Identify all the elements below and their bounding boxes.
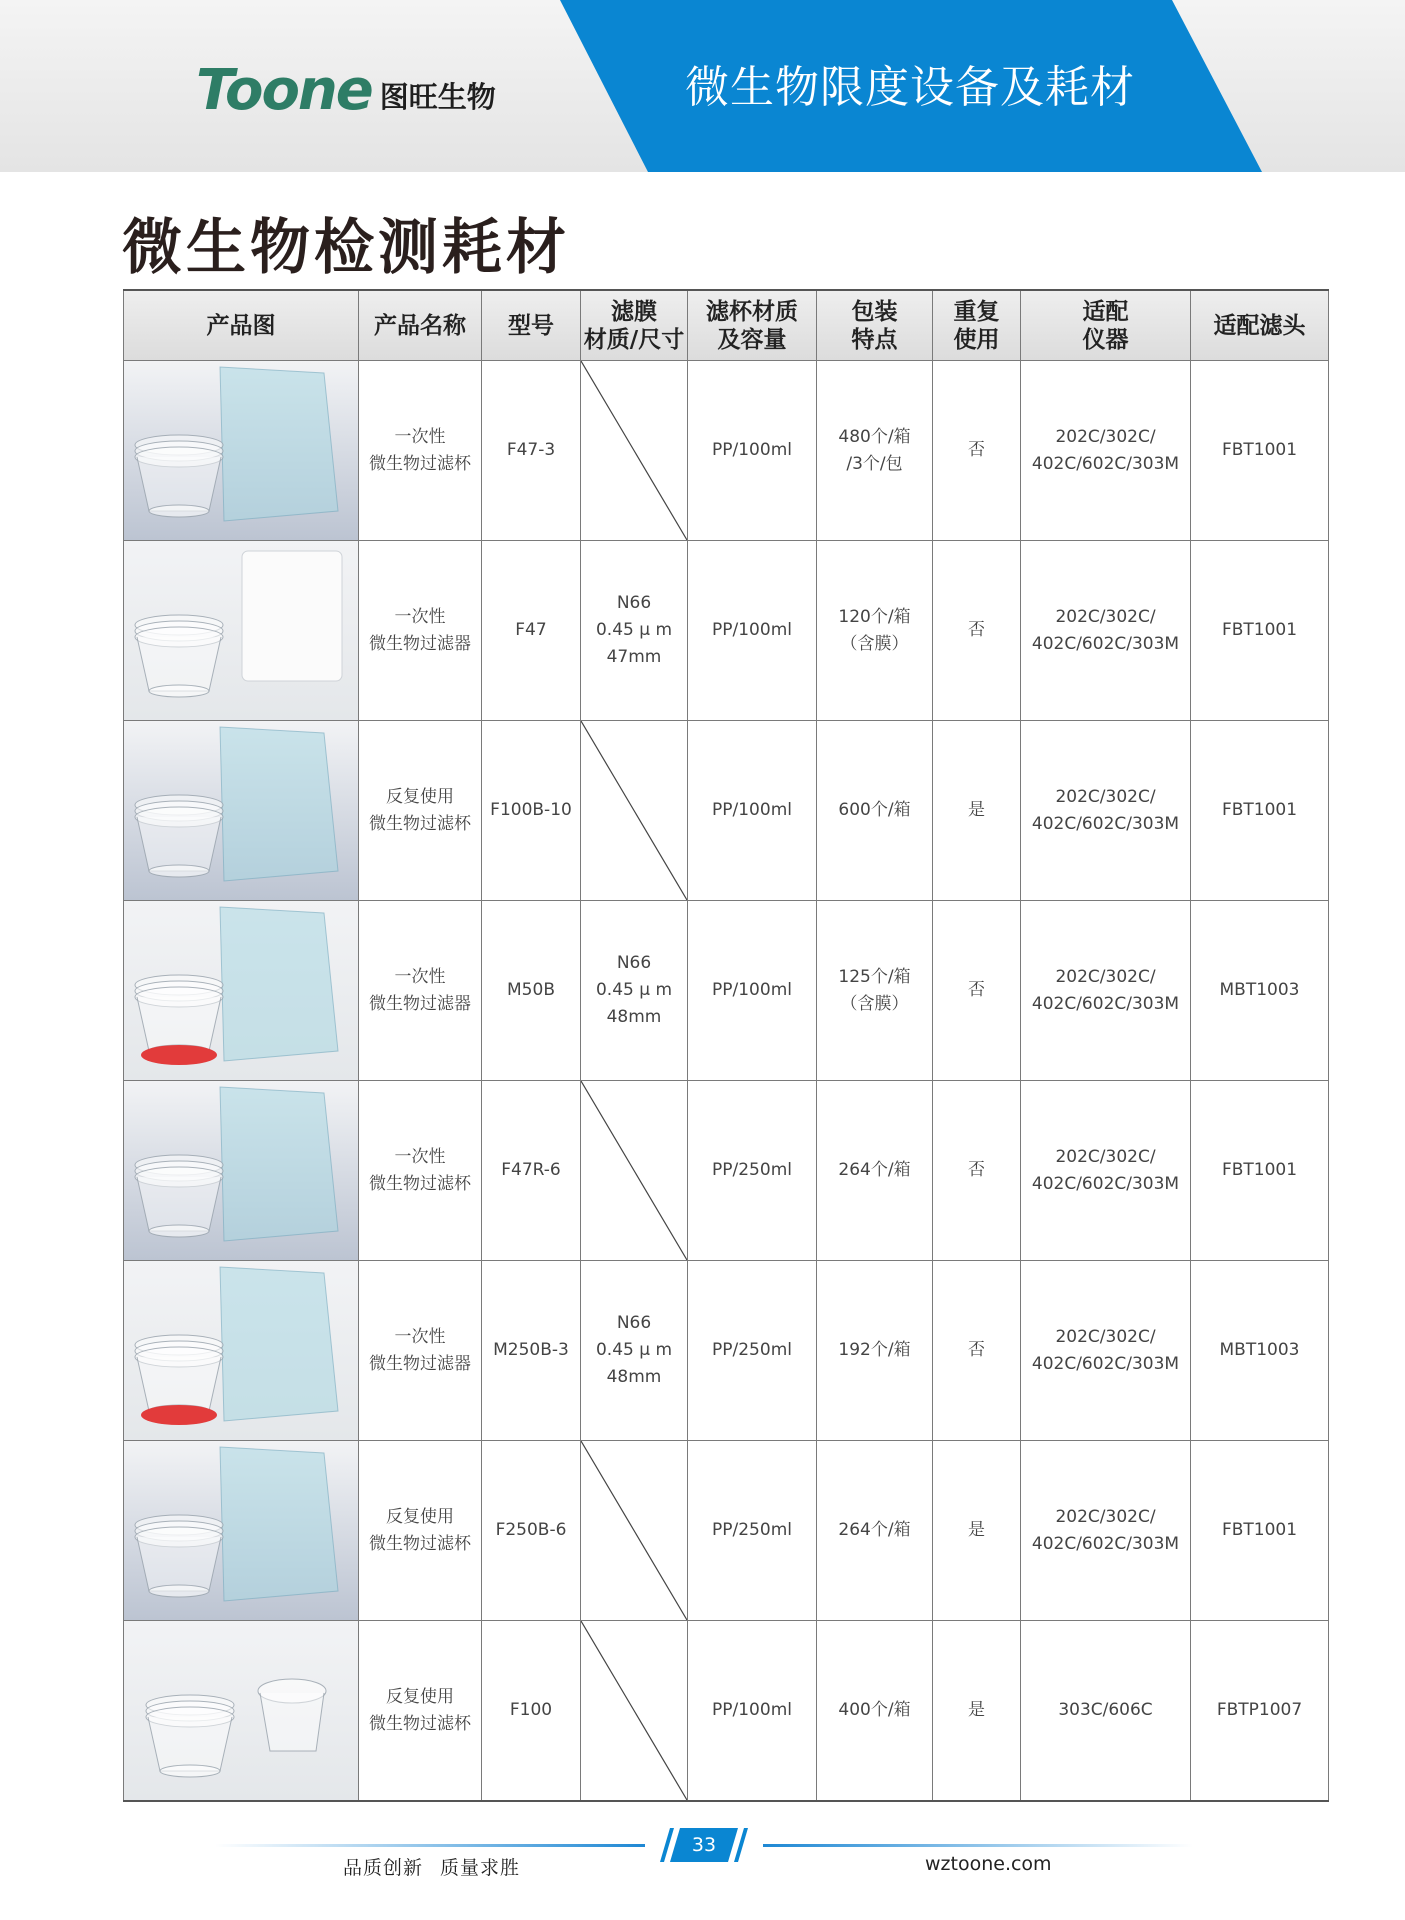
cup-material-cell: PP/250ml: [688, 1261, 817, 1441]
footer-website: wztoone.com: [925, 1853, 1052, 1875]
cell-line: 202C/302C/: [1055, 1506, 1156, 1527]
cell-line: 微生物过滤杯: [369, 1533, 471, 1554]
cell-line: 202C/302C/: [1055, 786, 1156, 807]
cell-line: N66: [616, 1313, 652, 1333]
cell-line: 产品名称: [374, 312, 466, 339]
membrane-cell: [581, 1441, 688, 1621]
product-photo-cell: [124, 361, 359, 541]
membrane-cell: [581, 361, 688, 541]
instrument-cell: [1021, 1081, 1191, 1261]
instrument-cell: [1021, 1441, 1191, 1621]
cup-material-cell: PP/100ml: [688, 1621, 817, 1802]
footer-line-left: [215, 1844, 645, 1847]
cup-material-cell: PP/100ml: [688, 361, 817, 541]
reuse-cell: 是: [933, 1621, 1021, 1802]
logo-wordmark: Toone: [196, 57, 372, 123]
table-row: [124, 721, 1329, 901]
cell-line: 材质/尺寸: [583, 326, 685, 353]
packaging-cell: [817, 1621, 933, 1802]
reuse-cell: 是: [933, 721, 1021, 901]
model-cell: M250B-3: [482, 1261, 581, 1441]
cell-line: 一次性: [394, 426, 446, 447]
cell-line: 600个/箱: [838, 800, 911, 820]
membrane-cell: [581, 1261, 688, 1441]
page-title: 微生物检测耗材: [122, 213, 570, 283]
table-row: [124, 1261, 1329, 1441]
product-photo-cell: [124, 541, 359, 721]
table-row: [124, 361, 1329, 541]
membrane-cell: [581, 1081, 688, 1261]
two-cups-photo: [124, 1621, 358, 1800]
cell-line: 微生物过滤杯: [369, 1713, 471, 1734]
cell-line: 202C/302C/: [1055, 426, 1156, 447]
cell-line: 反复使用: [386, 786, 454, 807]
model-cell: F47-3: [482, 361, 581, 541]
diagonal-slash: [581, 361, 687, 540]
bagged-red-filter-photo: [124, 1261, 358, 1440]
product-photo-cell: [124, 1261, 359, 1441]
table-row: [124, 901, 1329, 1081]
cell-line: /3个/包: [846, 453, 903, 474]
cell-line: 192个/箱: [838, 1340, 911, 1360]
column-header: [933, 290, 1021, 361]
filter-head-cell: MBT1003: [1191, 1261, 1329, 1441]
logo-cn-text: 图旺生物: [379, 79, 496, 114]
cell-line: 402C/602C/303M: [1031, 813, 1180, 834]
bagged-filter-cups-photo: [124, 361, 358, 540]
cell-line: 微生物过滤器: [369, 1353, 471, 1374]
table-body: [124, 361, 1329, 1802]
column-header: [581, 290, 688, 361]
page-number: 33: [691, 1834, 717, 1856]
instrument-cell: [1021, 901, 1191, 1081]
packaging-cell: [817, 361, 933, 541]
filter-head-cell: FBT1001: [1191, 541, 1329, 721]
reuse-cell: 否: [933, 541, 1021, 721]
diagonal-slash: [581, 721, 687, 900]
reuse-cell: 否: [933, 1081, 1021, 1261]
filter-head-cell: FBT1001: [1191, 1441, 1329, 1621]
footer-line-right: [763, 1844, 1193, 1847]
model-cell: F250B-6: [482, 1441, 581, 1621]
cell-line: 400个/箱: [838, 1700, 911, 1720]
cell-line: 0.45 μ m: [595, 980, 673, 1000]
logo: [196, 57, 496, 123]
table-row: [124, 1441, 1329, 1621]
product-name-cell: [359, 1621, 482, 1802]
cell-line: 120个/箱: [838, 606, 911, 627]
cell-line: 125个/箱: [838, 966, 911, 987]
column-header: [124, 290, 359, 361]
cell-line: 反复使用: [386, 1506, 454, 1527]
cell-line: 202C/302C/: [1055, 606, 1156, 627]
cell-line: 滤杯材质: [706, 298, 798, 325]
product-photo-cell: [124, 1621, 359, 1802]
product-photo-cell: [124, 1081, 359, 1261]
cup-material-cell: PP/100ml: [688, 541, 817, 721]
cell-line: 特点: [851, 326, 898, 353]
cell-line: 402C/602C/303M: [1031, 1533, 1180, 1554]
table-row: [124, 1081, 1329, 1261]
cell-line: 一次性: [394, 966, 446, 987]
cup-material-cell: PP/250ml: [688, 1441, 817, 1621]
product-photo-cell: [124, 721, 359, 901]
cell-line: N66: [616, 953, 652, 973]
membrane-cell: [581, 901, 688, 1081]
product-name-cell: [359, 901, 482, 1081]
footer-slogan: 品质创新 质量求胜: [343, 1857, 521, 1879]
table-row: [124, 1621, 1329, 1802]
stacked-cups-photo: [124, 721, 358, 900]
column-header: [359, 290, 482, 361]
model-cell: M50B: [482, 901, 581, 1081]
filter-head-cell: FBTP1007: [1191, 1621, 1329, 1802]
cell-line: 微生物过滤杯: [369, 813, 471, 834]
packaging-cell: [817, 1441, 933, 1621]
column-header: [817, 290, 933, 361]
cell-line: 402C/602C/303M: [1031, 633, 1180, 654]
product-name-cell: [359, 1081, 482, 1261]
diagonal-slash: [581, 1621, 687, 1800]
product-name-cell: [359, 1261, 482, 1441]
filter-with-box-photo: [124, 541, 358, 720]
cell-line: （含膜）: [840, 993, 909, 1014]
model-cell: F100B-10: [482, 721, 581, 901]
product-name-cell: [359, 541, 482, 721]
filter-head-cell: FBT1001: [1191, 361, 1329, 541]
cell-line: 一次性: [394, 606, 446, 627]
membrane-cell: [581, 541, 688, 721]
bagged-tall-cups-photo: [124, 1081, 358, 1260]
membrane-cell: [581, 721, 688, 901]
packaging-cell: [817, 1081, 933, 1261]
model-cell: F100: [482, 1621, 581, 1802]
instrument-cell: [1021, 361, 1191, 541]
reuse-cell: 否: [933, 361, 1021, 541]
reuse-cell: 否: [933, 901, 1021, 1081]
filter-head-cell: MBT1003: [1191, 901, 1329, 1081]
cell-line: 48mm: [606, 1007, 662, 1027]
table-header-row: [124, 290, 1329, 361]
cell-line: 及容量: [717, 326, 787, 353]
cell-line: 包装: [851, 298, 898, 325]
product-photo-cell: [124, 1441, 359, 1621]
category-title: 微生物限度设备及耗材: [685, 62, 1135, 113]
product-photo-cell: [124, 901, 359, 1081]
cup-material-cell: PP/250ml: [688, 1081, 817, 1261]
cell-line: 402C/602C/303M: [1031, 993, 1180, 1014]
cell-line: 264个/箱: [838, 1160, 911, 1180]
membrane-cell: [581, 1621, 688, 1802]
column-header: [1191, 290, 1329, 361]
cell-line: 微生物过滤器: [369, 993, 471, 1014]
reuse-cell: 是: [933, 1441, 1021, 1621]
instrument-cell: [1021, 541, 1191, 721]
cell-line: 402C/602C/303M: [1031, 1173, 1180, 1194]
cell-line: 402C/602C/303M: [1031, 453, 1180, 474]
reuse-cell: 否: [933, 1261, 1021, 1441]
cell-line: 47mm: [606, 647, 662, 667]
column-header: [482, 290, 581, 361]
cell-line: 重复: [953, 298, 1000, 325]
model-cell: F47R-6: [482, 1081, 581, 1261]
cup-material-cell: PP/100ml: [688, 721, 817, 901]
diagonal-slash: [581, 1441, 687, 1620]
cell-line: 202C/302C/: [1055, 1326, 1156, 1347]
filter-head-cell: FBT1001: [1191, 1081, 1329, 1261]
cell-line: 型号: [508, 312, 554, 339]
packaging-cell: [817, 541, 933, 721]
column-header: [1021, 290, 1191, 361]
cell-line: 使用: [953, 326, 1000, 353]
packaging-cell: [817, 901, 933, 1081]
cell-line: 微生物过滤杯: [369, 453, 471, 474]
instrument-cell: [1021, 1261, 1191, 1441]
cell-line: 适配滤头: [1213, 312, 1306, 339]
cell-line: 反复使用: [386, 1686, 454, 1707]
cell-line: N66: [616, 593, 652, 613]
stacked-tall-cups-photo: [124, 1441, 358, 1620]
cell-line: 264个/箱: [838, 1520, 911, 1540]
packaging-cell: [817, 1261, 933, 1441]
cell-line: 一次性: [394, 1146, 446, 1167]
cell-line: 0.45 μ m: [595, 620, 673, 640]
red-base-filter-photo: [124, 901, 358, 1080]
diagonal-slash: [581, 1081, 687, 1260]
cell-line: 202C/302C/: [1055, 966, 1156, 987]
cell-line: 滤膜: [611, 298, 657, 325]
cell-line: 202C/302C/: [1055, 1146, 1156, 1167]
cup-material-cell: PP/100ml: [688, 901, 817, 1081]
filter-head-cell: FBT1001: [1191, 721, 1329, 901]
instrument-cell: [1021, 1621, 1191, 1802]
column-header: [688, 290, 817, 361]
product-table: [123, 289, 1329, 1802]
product-name-cell: [359, 361, 482, 541]
cell-line: 适配: [1082, 298, 1129, 325]
model-cell: F47: [482, 541, 581, 721]
packaging-cell: [817, 721, 933, 901]
cell-line: 仪器: [1082, 326, 1129, 353]
cell-line: 0.45 μ m: [595, 1340, 673, 1360]
table-row: [124, 541, 1329, 721]
cell-line: 微生物过滤器: [369, 633, 471, 654]
product-name-cell: [359, 721, 482, 901]
instrument-cell: [1021, 721, 1191, 901]
cell-line: 一次性: [394, 1326, 446, 1347]
cell-line: 480个/箱: [838, 426, 911, 447]
product-name-cell: [359, 1441, 482, 1621]
cell-line: 303C/606C: [1058, 1700, 1153, 1720]
cell-line: （含膜）: [840, 633, 909, 654]
cell-line: 微生物过滤杯: [369, 1173, 471, 1194]
cell-line: 48mm: [606, 1367, 662, 1387]
cell-line: 产品图: [206, 312, 276, 339]
cell-line: 402C/602C/303M: [1031, 1353, 1180, 1374]
